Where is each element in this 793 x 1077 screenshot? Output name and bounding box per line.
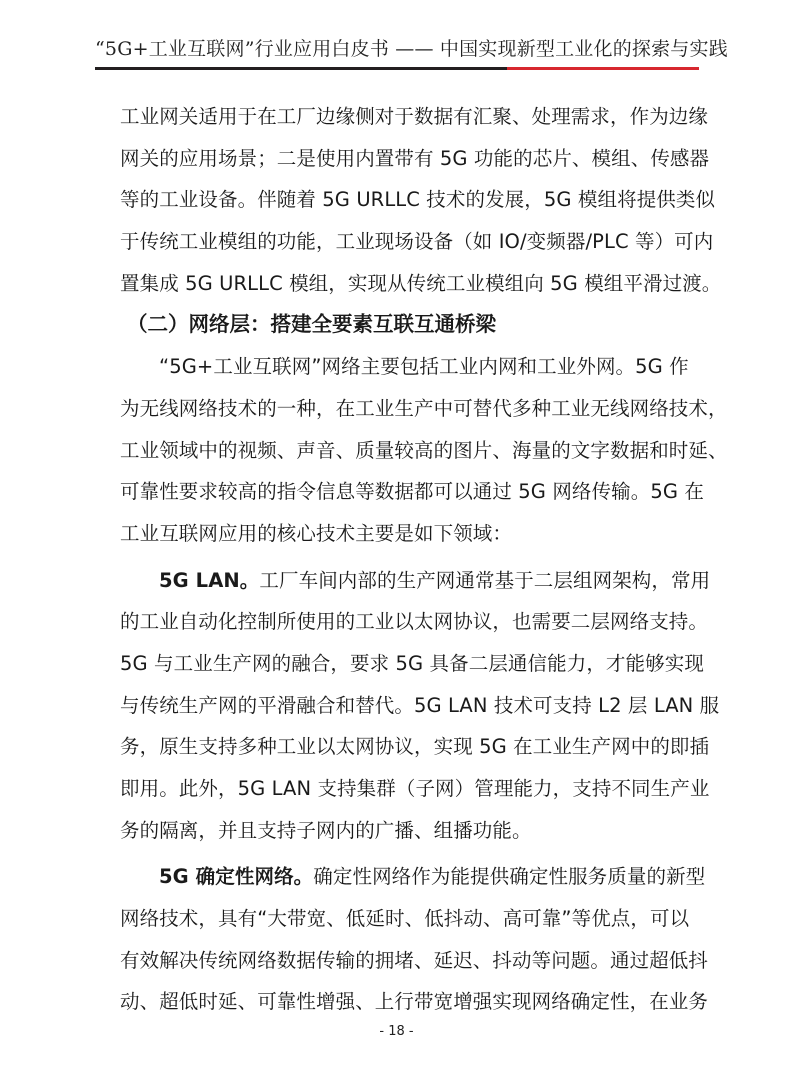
text-line: 工业领域中的视频、声音、质量较高的图片、海量的文字数据和时延、 — [120, 438, 728, 462]
text-line: 动、超低时延、可靠性增强、上行带宽增强实现网络确定性，在业务 — [120, 990, 709, 1014]
paragraph-5g-deterministic-network — [120, 856, 709, 1023]
text-line: 与传统生产网的平滑融合和替代。5G LAN 技术可支持 L2 层 LAN 服 — [120, 693, 720, 717]
text-fragment: 工厂车间内部的生产网通常基于二层组网架构，常用 — [259, 568, 711, 592]
text-line: 置集成 5G URLLC 模组，实现从传统工业模组向 5G 模组平滑过渡。 — [120, 271, 722, 295]
text-line: “5G+工业互联网”网络主要包括工业内网和工业外网。5G 作 — [159, 355, 689, 379]
paragraph-network-layer — [120, 346, 728, 554]
header-rule-red — [507, 67, 699, 70]
text-line: 网关的应用场景；二是使用内置带有 5G 功能的芯片、模组、传感器 — [120, 146, 710, 170]
section-heading: （二）网络层：搭建全要素互联互通桥梁 — [127, 312, 496, 337]
page-number: - 18 - — [379, 1024, 414, 1039]
text-line — [120, 856, 706, 898]
text-line: 等的工业设备。伴随着 5G URLLC 技术的发展，5G 模组将提供类似 — [120, 188, 716, 212]
running-header-title: “5G+工业互联网”行业应用白皮书 —— 中国实现新型工业化的探索与实践 — [95, 38, 728, 60]
text-fragment: 确定性网络作为能提供确定性服务质量的新型 — [313, 865, 706, 889]
text-line — [120, 560, 711, 602]
text-line: 即用。此外，5G LAN 支持集群（子网）管理能力，支持不同生产业 — [120, 777, 710, 800]
paragraph-continuation — [120, 96, 722, 304]
text-line: 可靠性要求较高的指令信息等数据都可以通过 5G 网络传输。5G 在 — [120, 480, 704, 504]
text-line: 5G 与工业生产网的融合，要求 5G 具备二层通信能力，才能够实现 — [120, 651, 704, 675]
text-line: 网络技术，具有“大带宽、低延时、低抖动、高可靠”等优点，可以 — [120, 907, 690, 931]
text-line: 务的隔离，并且支持子网内的广播、组播功能。 — [120, 818, 532, 842]
text-line: 工业互联网应用的核心技术主要是如下领域： — [120, 521, 513, 545]
text-line: 的工业自动化控制所使用的工业以太网协议，也需要二层网络支持。 — [120, 610, 709, 634]
text-line: 有效解决传统网络数据传输的拥堵、延迟、抖动等问题。通过超低抖 — [120, 948, 709, 972]
text-line: 为无线网络技术的一种，在工业生产中可替代多种工业无线网络技术， — [120, 396, 728, 420]
text-line: 务，原生支持多种工业以太网协议，实现 5G 在工业生产网中的即插 — [120, 735, 710, 759]
paragraph-5g-lan — [120, 560, 720, 852]
header-rule-dark — [95, 67, 507, 70]
paragraph-lead: 5G LAN。 — [159, 568, 260, 592]
text-line: 工业网关适用于在工厂边缘侧对于数据有汇聚、处理需求，作为边缘 — [120, 105, 709, 128]
paragraph-lead: 5G 确定性网络。 — [159, 865, 314, 889]
page-body — [120, 96, 728, 1023]
text-line: 于传统工业模组的功能，工业现场设备（如 IO/变频器/PLC 等）可内 — [120, 230, 714, 254]
